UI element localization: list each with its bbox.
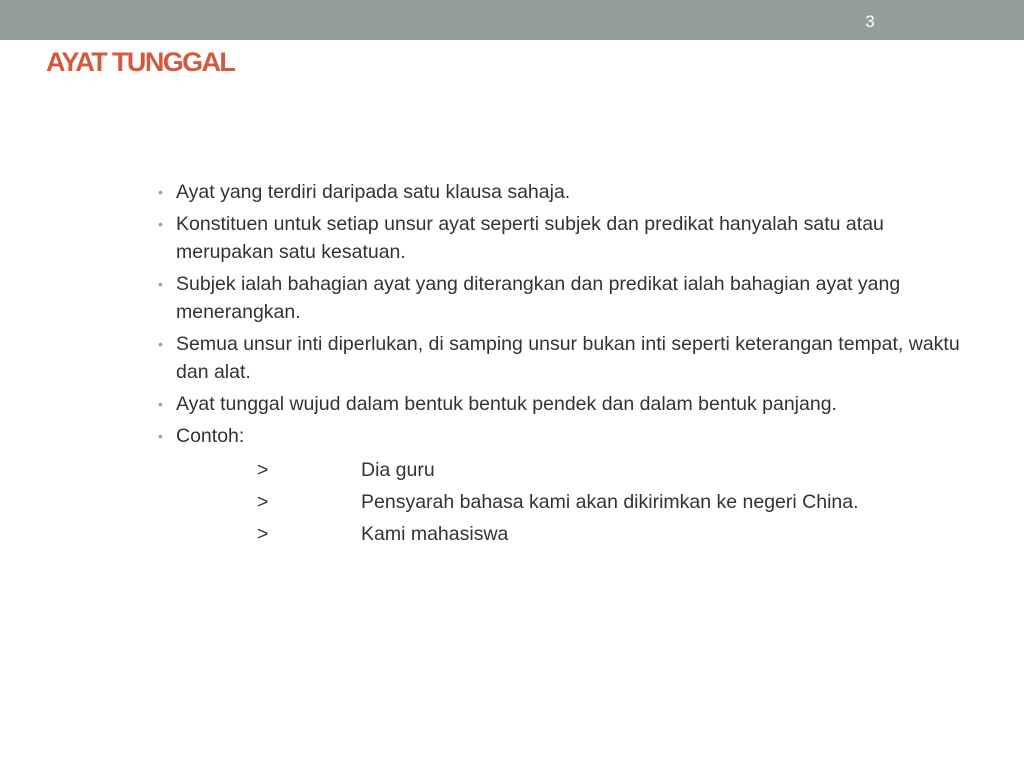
example-marker: > [257,523,269,545]
slide-number: 3 [865,12,875,31]
bullet-dot-icon: • [158,276,163,292]
example-item [257,488,859,516]
example-marker: > [257,491,269,513]
bullet-text: Semua unsur inti diperlukan, di samping unsur bukan inti seperti keterangan tempat, waktu dan alat. [176,333,960,383]
example-marker: > [257,459,269,481]
bullet-dot-icon: • [158,216,163,232]
bullet-dot-icon: • [158,396,163,412]
bullet-list [158,178,978,454]
example-text: Pensyarah bahasa kami akan dikirimkan ke negeri China. [361,491,859,513]
bullet-item [158,390,978,418]
bullet-item [158,330,978,386]
bullet-text: Ayat yang terdiri daripada satu klausa sahaja. [176,181,571,203]
header-bar [0,0,1024,40]
bullet-dot-icon: • [158,336,163,352]
bullet-item [158,422,978,450]
example-text: Dia guru [361,459,435,481]
bullet-text: Konstituen untuk setiap unsur ayat seperti subjek dan predikat hanyalah satu atau merupakan satu kesatuan. [176,213,884,263]
bullet-item [158,210,978,266]
example-item [257,456,859,484]
bullet-dot-icon: • [158,428,163,444]
slide-title: AYAT TUNGGAL [46,47,235,77]
bullet-item [158,270,978,326]
bullet-text: Ayat tunggal wujud dalam bentuk bentuk pendek dan dalam bentuk panjang. [176,393,837,415]
example-list [257,456,859,552]
bullet-item [158,178,978,206]
example-item [257,520,859,548]
bullet-text: Contoh: [176,425,245,447]
example-text: Kami mahasiswa [361,523,509,545]
bullet-text: Subjek ialah bahagian ayat yang diterangkan dan predikat ialah bahagian ayat yang menerangkan. [176,273,901,323]
bullet-dot-icon: • [158,184,163,200]
